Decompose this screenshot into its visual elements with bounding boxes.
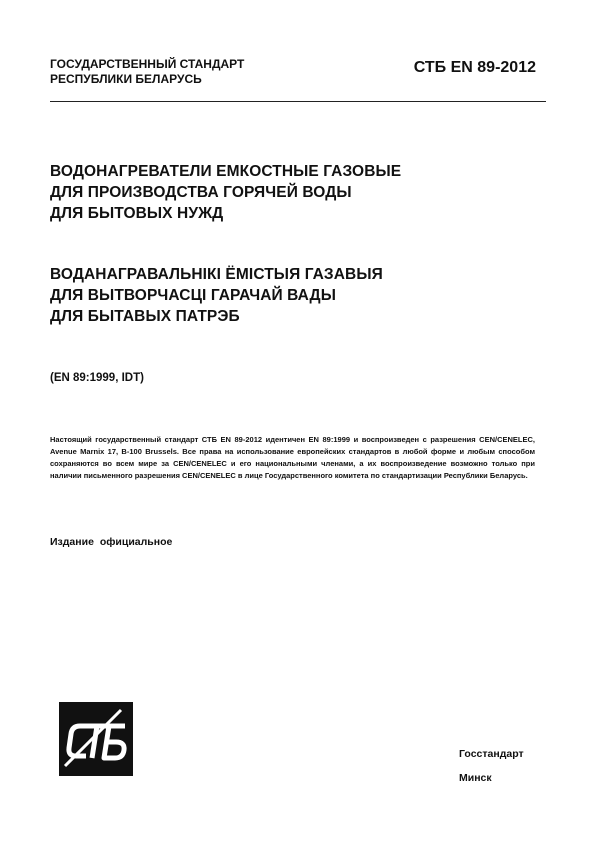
equivalence-note: (EN 89:1999, IDT)	[50, 372, 144, 384]
standard-code: СТБ EN 89-2012	[413, 59, 536, 76]
publisher-block	[459, 742, 524, 790]
title-ru-line: ДЛЯ БЫТОВЫХ НУЖД	[50, 205, 224, 222]
publisher-name: Госстандарт	[459, 748, 524, 760]
document-header	[50, 57, 550, 87]
title-by-line: ДЛЯ ВЫТВОРЧАСЦІ ГАРАЧАЙ ВАДЫ	[50, 287, 336, 304]
edition-label: Издание официальное	[50, 536, 173, 548]
header-line-2: РЕСПУБЛИКИ БЕЛАРУСЬ	[50, 72, 202, 86]
title-by-line: ДЛЯ БЫТАВЫХ ПАТРЭБ	[50, 308, 240, 325]
title-ru-line: ВОДОНАГРЕВАТЕЛИ ЕМКОСТНЫЕ ГАЗОВЫЕ	[50, 163, 402, 180]
stb-logo-icon	[59, 702, 133, 776]
publisher-city: Минск	[459, 772, 492, 784]
title-by-line: ВОДАНАГРАВАЛЬНІКІ ЁМІСТЫЯ ГАЗАВЫЯ	[50, 266, 383, 283]
copyright-notice: Настоящий государственный стандарт СТБ EN 89-2012 идентичен EN 89:1999 и воспроизведен с разрешения CEN/CENELEC, Avenue Marnix 17, B-100 Brussels. Все права на использование европейских стандартов в любой форме и любым способом сохраняются во всем мире за CEN/CENELEC и его национальными членами, а их воспроизведение возможно только при наличии письменного разрешения CEN/CENELEC в лице Государственного комитета по стандартизации Республики Беларусь.	[50, 435, 535, 480]
title-ru-line: ДЛЯ ПРОИЗВОДСТВА ГОРЯЧЕЙ ВОДЫ	[50, 184, 352, 201]
title-russian	[50, 161, 550, 224]
header-line-1: ГОСУДАРСТВЕННЫЙ СТАНДАРТ	[50, 57, 245, 71]
header-divider	[50, 101, 546, 102]
title-belarusian	[50, 264, 550, 327]
